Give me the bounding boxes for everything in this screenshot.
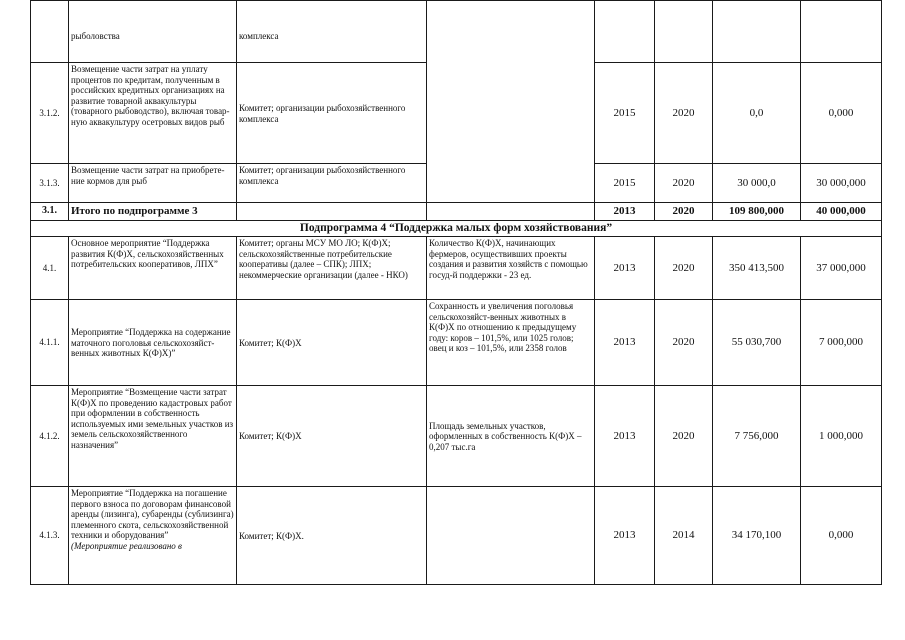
amount-2-cell: 0,000 [801,63,882,164]
year-end-cell: 2020 [655,386,713,487]
amount-1-cell: 0,0 [713,63,801,164]
year-end-cell: 2020 [655,237,713,300]
measure-description: Основное мероприятие “Поддержка развития К(Ф)Х, сельскохозяйственных потребительских кооперативов, ЛПХ” [69,237,237,300]
year-start-cell: 2015 [595,164,655,203]
table-row [31,1,882,63]
amount-2-cell: 7 000,000 [801,300,882,386]
amount-1-cell: 350 413,500 [713,237,801,300]
measure-description [69,487,237,585]
table-row [31,386,882,487]
year-start-cell: 2013 [595,300,655,386]
executor-cell: Комитет; К(Ф)Х. [237,487,427,585]
amount-2-cell: 0,000 [801,487,882,585]
row-number: 3.1.3. [31,164,69,203]
executor-text: комплекса [239,31,279,41]
indicator-cell: Сохранность и увеличения поголовья сельскохозяйст-венных животных в К(Ф)Х по отношению к предыдущему году: коров – 101,5%, или 1025 голов; овец и коз – 101,5%, или 2358 голов [427,300,595,386]
year-start-cell [595,1,655,63]
executor-cell: Комитет; органы МСУ МО ЛО; К(Ф)Х; сельскохозяйственные потребительские кооперативы (далее – СПК); ЛПХ; некоммерческие организации (далее - НКО) [237,237,427,300]
amount-1-cell: 7 756,000 [713,386,801,487]
row-number: 4.1.2. [31,386,69,487]
year-start-cell: 2013 [595,386,655,487]
amount-1-cell [713,1,801,63]
row-number: 3.1. [31,203,69,221]
year-end-cell: 2020 [655,203,713,221]
measure-description: Мероприятие “Поддержка на содержание маточного поголовья сельскохозяйст-венных животных К(Ф)Х)” [69,300,237,386]
indicator-cell [427,1,595,203]
amount-2-cell: 37 000,000 [801,237,882,300]
amount-1-cell: 30 000,0 [713,164,801,203]
measure-description [69,1,237,63]
executor-cell [237,203,427,221]
program-table [30,0,882,585]
executor-cell: Комитет; К(Ф)Х [237,300,427,386]
year-start-cell: 2015 [595,63,655,164]
executor-cell [237,1,427,63]
amount-2-cell [801,1,882,63]
year-start-cell: 2013 [595,237,655,300]
subtotal-row [31,203,882,221]
measure-text: рыболовства [71,31,120,41]
section-header-row [31,221,882,237]
measure-description: Возмещение части затрат на уплату процентов по кредитам, полученным в российских кредитных организациях на развитие товарной аквакультуры (товарного рыбоводство), включая товар-ную аквакультуру осетровых видов рыб [69,63,237,164]
row-number: 4.1.3. [31,487,69,585]
amount-1-cell: 55 030,700 [713,300,801,386]
row-number: 4.1.1. [31,300,69,386]
year-end-cell [655,1,713,63]
measure-description: Мероприятие “Возмещение части затрат К(Ф)Х по проведению кадастровых работ при оформлении в собственность используемых ими земельных участков из земель сельскохозяйственного назначения” [69,386,237,487]
section-title: Подпрограмма 4 “Поддержка малых форм хозяйствования” [31,221,882,237]
subtotal-label: Итого по подпрограмме 3 [69,203,237,221]
table-row [31,237,882,300]
amount-2-cell: 40 000,000 [801,203,882,221]
year-end-cell: 2014 [655,487,713,585]
executor-cell: Комитет; организации рыбохозяйственного комплекса [237,164,427,203]
year-end-cell: 2020 [655,300,713,386]
measure-text: Мероприятие “Поддержка на погашение первого взноса по договорам финансовой аренды (лизинга), субаренды (сублизинга) племенного скота, сельскохозяйственной техники и оборудования” [71,488,234,541]
row-number: 4.1. [31,237,69,300]
indicator-cell [427,487,595,585]
indicator-cell: Площадь земельных участков, оформленных в собственность К(Ф)Х – 0,207 тыс.га [427,386,595,487]
table-row [31,300,882,386]
year-end-cell: 2020 [655,63,713,164]
amount-1-cell: 34 170,100 [713,487,801,585]
amount-2-cell: 30 000,000 [801,164,882,203]
measure-description: Возмещение части затрат на приобрете-ние кормов для рыб [69,164,237,203]
amount-1-cell: 109 800,000 [713,203,801,221]
indicator-cell [427,203,595,221]
executor-cell: Комитет; К(Ф)Х [237,386,427,487]
executor-cell: Комитет; организации рыбохозяйственного комплекса [237,63,427,164]
table-row [31,487,882,585]
year-end-cell: 2020 [655,164,713,203]
measure-note: (Мероприятие реализовано в [71,540,182,551]
year-start-cell: 2013 [595,203,655,221]
year-start-cell: 2013 [595,487,655,585]
row-number [31,1,69,63]
indicator-cell: Количество К(Ф)Х, начинающих фермеров, осуществивших проекты создания и развития хозяйств с помощью госуд-й поддержки - 23 ед. [427,237,595,300]
row-number: 3.1.2. [31,63,69,164]
amount-2-cell: 1 000,000 [801,386,882,487]
